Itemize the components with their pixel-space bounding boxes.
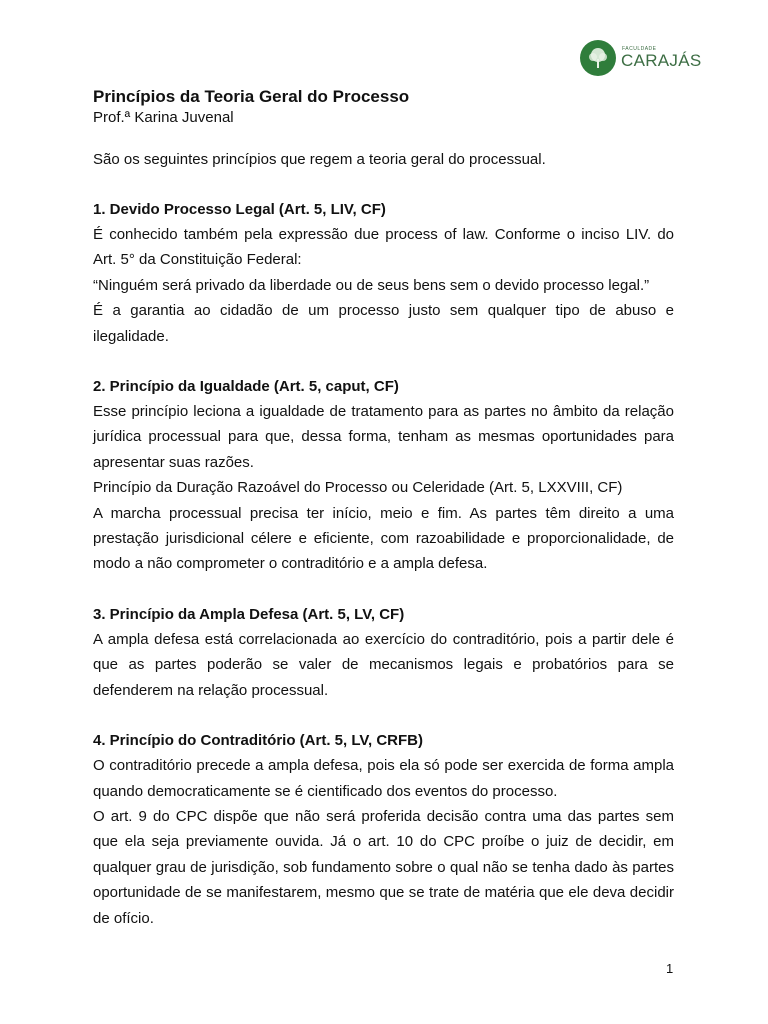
paragraph: Esse princípio leciona a igualdade de tratamento para as partes no âmbito da relação jurídica processual para que, dessa forma, tenham as mesmas oportunidades para apresentar suas razões. <box>93 403 674 471</box>
logo-subtitle: FACULDADE <box>622 46 657 52</box>
paragraph: É a garantia ao cidadão de um processo justo sem qualquer tipo de abuso e ilegalidade. <box>93 302 674 345</box>
tree-logo-icon <box>580 40 616 76</box>
document-body <box>93 86 674 931</box>
section-igualdade <box>93 374 674 577</box>
logo-text <box>621 47 702 69</box>
subheading-paragraph: Princípio da Duração Razoável do Processo ou Celeridade (Art. 5, LXXVIII, CF) <box>93 479 623 497</box>
page-number: 1 <box>666 961 674 976</box>
section-heading: 1. Devido Processo Legal (Art. 5, LIV, CF) <box>93 201 386 218</box>
paragraph: A ampla defesa está correlacionada ao exercício do contraditório, pois a partir dele é que as partes poderão se valer de mecanismos legais e probatórios para se defenderem na relação processual. <box>93 630 674 699</box>
logo-name: CARAJÁS <box>621 51 702 70</box>
paragraph: É conhecido também pela expressão due process of law. Conforme o inciso LIV. do Art. 5° da Constituição Federal: <box>93 226 674 269</box>
section-heading: 2. Princípio da Igualdade (Art. 5, caput, CF) <box>93 378 399 396</box>
section-ampla-defesa <box>93 602 674 703</box>
section-heading: 3. Princípio da Ampla Defesa (Art. 5, LV, CF) <box>93 605 405 623</box>
section-devido-processo-legal <box>93 197 674 349</box>
paragraph: O art. 9 do CPC dispõe que não será proferida decisão contra uma das partes sem que ela seja previamente ouvida. Já o art. 10 do CPC proíbe o juiz de decidir, em qualquer grau de jurisdição, sob fundamento sobre o qual não se tenha dado às partes oportunidade de se manifestarem, mesmo que se trate de matéria que ele deva decidir de ofício. <box>93 807 674 927</box>
quote-paragraph: “Ninguém será privado da liberdade ou de seus bens sem o devido processo legal.” <box>93 276 650 294</box>
document-author: Prof.ª Karina Juvenal <box>93 109 234 126</box>
paragraph: O contraditório precede a ampla defesa, pois ela só pode ser exercida de forma ampla quando democraticamente se é cientificado dos eventos do processo. <box>93 757 674 800</box>
section-contraditorio <box>93 728 674 931</box>
paragraph: A marcha processual precisa ter início, meio e fim. As partes têm direito a uma prestação jurisdicional célere e eficiente, com razoabilidade e proporcionalidade, de modo a não comprometer o contraditório e a ampla defesa. <box>93 504 674 573</box>
document-title: Princípios da Teoria Geral do Processo <box>93 87 410 106</box>
document-intro: São os seguintes princípios que regem a teoria geral do processual. <box>93 151 546 168</box>
section-heading: 4. Princípio do Contraditório (Art. 5, LV, CRFB) <box>93 732 424 750</box>
faculdade-carajas-logo <box>580 40 702 76</box>
